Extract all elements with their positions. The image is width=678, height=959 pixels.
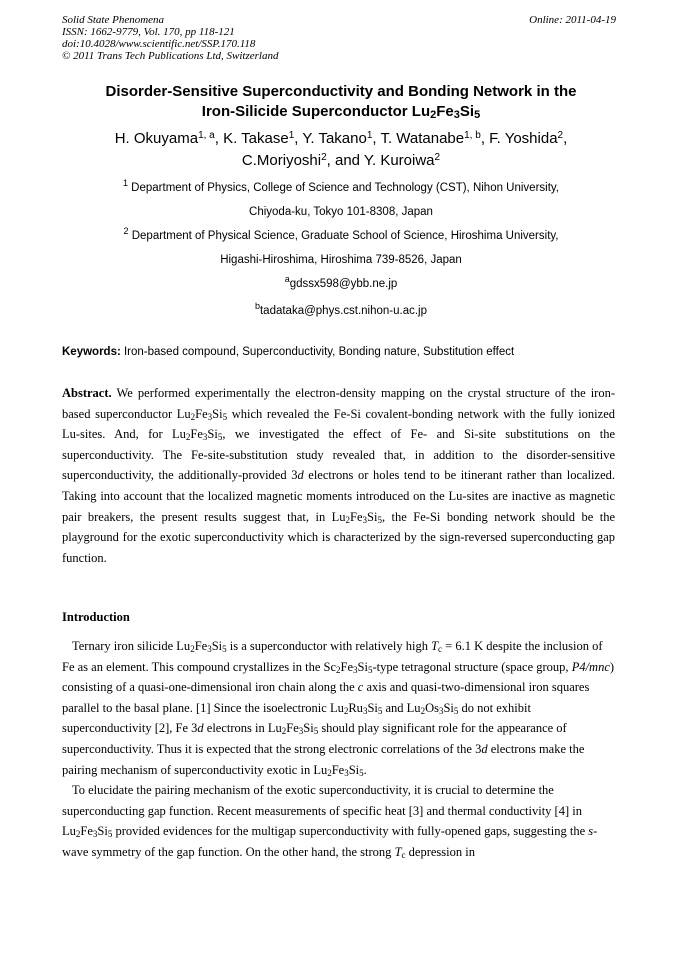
email-b-address[interactable]: tadataka@phys.cst.nihon-u.ac.jp	[259, 305, 428, 317]
journal-info	[62, 14, 278, 62]
introduction-body	[62, 636, 615, 863]
author-list	[62, 128, 620, 172]
abstract-label: Abstract.	[62, 386, 112, 400]
email-b: $^b$tadataka@phys.cst.nihon-u.ac.jp	[254, 301, 428, 317]
title-line-1: Disorder-Sensitive Superconductivity and Bonding Network in the	[105, 83, 577, 100]
abstract: Abstract. We performed experimentally the electron-density mapping on the crystal structure of the iron-based superconductor $Lu_2Fe_3Si_5$ which revealed the Fe-Si covalent-bonding network with the fully ionized Lu-sites. And, for $Lu_2Fe_3Si_5$, we investigated the effect of Fe- and Si-site substitutions on the superconductivity. The Fe-site-substitution study revealed that, in addition to the disorder-sensitive superconductivity, the additionally-provided 3d electrons or holes tend to be itinerant rather than localized. Taking into account that the localized magnetic moments introduced on the Lu-sites are inactive as magnetic pair breakers, the present results suggest that, in $Lu_2Fe_3Si_5$, the Fe-Si bonding network should be the playground for the exotic superconductivity which is characterized by the sign-reversed superconducting gap function.	[62, 386, 615, 565]
intro-paragraph-2: To elucidate the pairing mechanism of the exotic superconductivity, it is crucial to determine the superconducting gap function. Recent measurements of specific heat [3] and thermal conductivity [4] in $Lu_2Fe_3Si_5$ provided evidences for the multigap superconductivity with fully-opened gaps, suggesting the s-wave symmetry of the gap function. On the other hand, the strong $T_c$ depression in	[62, 783, 598, 860]
affiliation-2: $^2$ Department of Physical Science, Graduate School of Science, Hiroshima University, Higashi-Hiroshima, Hiroshima 739-8526, Japan	[123, 226, 559, 266]
journal-name: Solid State Phenomena	[62, 14, 165, 26]
online-date: Online: 2011-04-19	[529, 14, 616, 26]
paper-title	[62, 82, 620, 122]
author-line-1: H. Okuyama$^{1, a}$, K. Takase$^1$, Y. Takano$^1$, T. Watanabe$^{1, b}$, F. Yoshida$^2$,	[114, 130, 568, 147]
journal-issn: ISSN: 1662-9779, Vol. 170, pp 118-121	[62, 26, 235, 38]
journal-copyright: © 2011 Trans Tech Publications Ltd, Switzerland	[62, 50, 279, 62]
email-a: $^a$gdssx598@ybb.ne.jp	[284, 274, 398, 290]
affiliation-1: $^1$ Department of Physics, College of Science and Technology (CST), Nihon University, Chiyoda-ku, Tokyo 101-8308, Japan	[122, 178, 560, 218]
email-a-address[interactable]: gdssx598@ybb.ne.jp	[289, 278, 398, 290]
keywords-text: Iron-based compound, Superconductivity, Bonding nature, Substitution effect	[120, 346, 515, 358]
introduction-heading: Introduction	[62, 610, 130, 624]
title-line-2: Iron-Silicide Superconductor $Lu_2Fe_3Si_5$	[201, 103, 481, 121]
author-line-2: C.Moriyoshi$^2$, and Y. Kuroiwa$^2$	[241, 152, 441, 169]
journal-doi: doi:10.4028/www.scientific.net/SSP.170.118	[62, 38, 256, 50]
keywords-label: Keywords:	[62, 346, 121, 358]
keywords	[62, 344, 620, 360]
intro-paragraph-1: Ternary iron silicide $Lu_2Fe_3Si_5$ is a superconductor with relatively high $T_c = 6.1$ K despite the inclusion of Fe as an element. This compound crystallizes in the $Sc_2Fe_3Si_5$-type tetragonal structure (space group, P4/mnc) consisting of a quasi-one-dimensional iron chain along the c axis and quasi-two-dimensional iron squares parallel to the basal plane. [1] Since the isoelectronic $Lu_2Ru_3Si_5$ and $Lu_2Os_3Si_5$ do not exhibit superconductivity [2], Fe 3d electrons in $Lu_2Fe_3Si_5$ should play significant role for the appearance of superconductivity. Thus it is expected that the strong electronic correlations of the 3d electrons make the pairing mechanism of superconductivity exotic in $Lu_2Fe_3Si_5$.	[62, 639, 615, 778]
